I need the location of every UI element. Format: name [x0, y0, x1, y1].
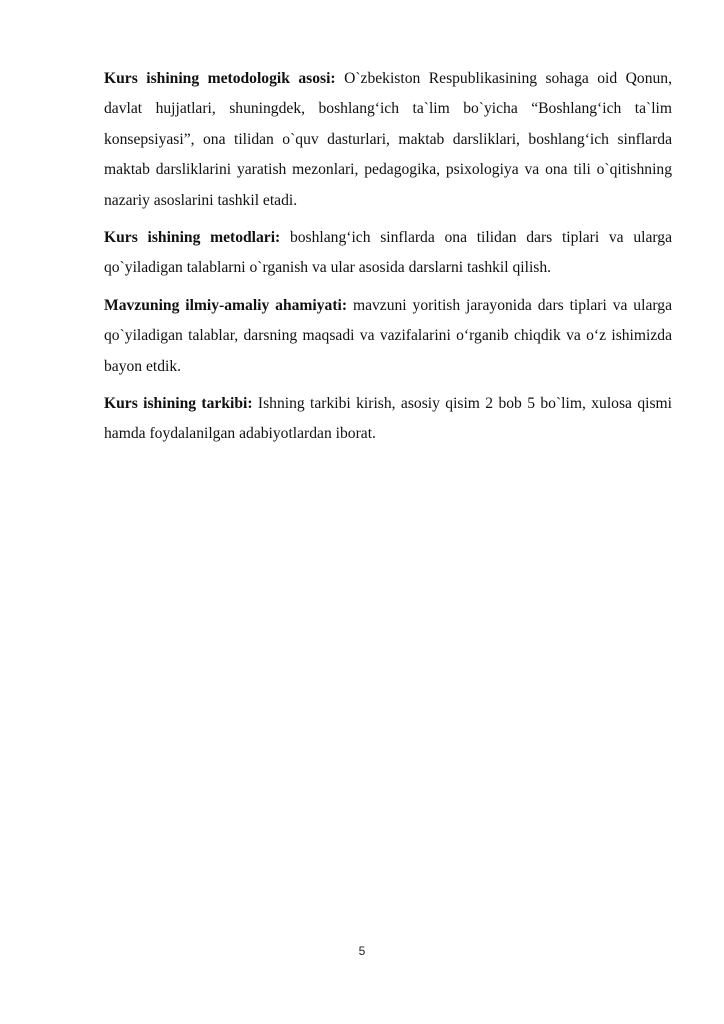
paragraph-text: O`zbekiston Respublikasining sohaga oid Qonun, davlat hujjatlari, shuningdek, boshlang‘ich ta`lim bo`yicha “Boshlang‘ich ta`lim konsepsiyasi”, ona tilidan o`quv dasturlari, maktab darsliklari, boshlang‘ich sinflarda maktab darsliklarini yaratish mezonlari, pedagogika, psixologiya va ona tili o`qitishning nazariy asoslarini tashkil etadi. — [104, 70, 672, 209]
page-number: 5 — [358, 944, 366, 958]
paragraph-label: Kurs ishining metodlari: — [104, 229, 281, 247]
paragraph-structure — [104, 389, 672, 450]
document-body — [104, 64, 672, 457]
paragraph-text: boshlang‘ich sinflarda ona tilidan dars tiplari va ularga qo`yiladigan talablarni o`rganish va ular asosida darslarni tashkil qilish. — [104, 229, 672, 277]
paragraph-label: Kurs ishining metodologik asosi: — [104, 70, 336, 87]
paragraph-text: mavzuni yoritish jarayonida dars tiplari va ularga qo`yiladigan talablar, darsning maqsadi va vazifalarini o‘rganib chiqdik va o‘z ishimizda bayon etdik. — [104, 296, 672, 375]
paragraph-methods — [104, 223, 672, 284]
paragraph-text: Ishning tarkibi kirish, asosiy qisim 2 bob 5 bo`lim, xulosa qismi hamda foydalanilgan adabiyotlardan iborat. — [104, 395, 672, 443]
paragraph-methodological-basis — [104, 64, 672, 216]
paragraph-label: Kurs ishining tarkibi: — [104, 395, 253, 413]
paragraph-scientific-practical-significance — [104, 291, 672, 382]
paragraph-label: Mavzuning ilmiy-amaliy ahamiyati: — [104, 296, 348, 314]
